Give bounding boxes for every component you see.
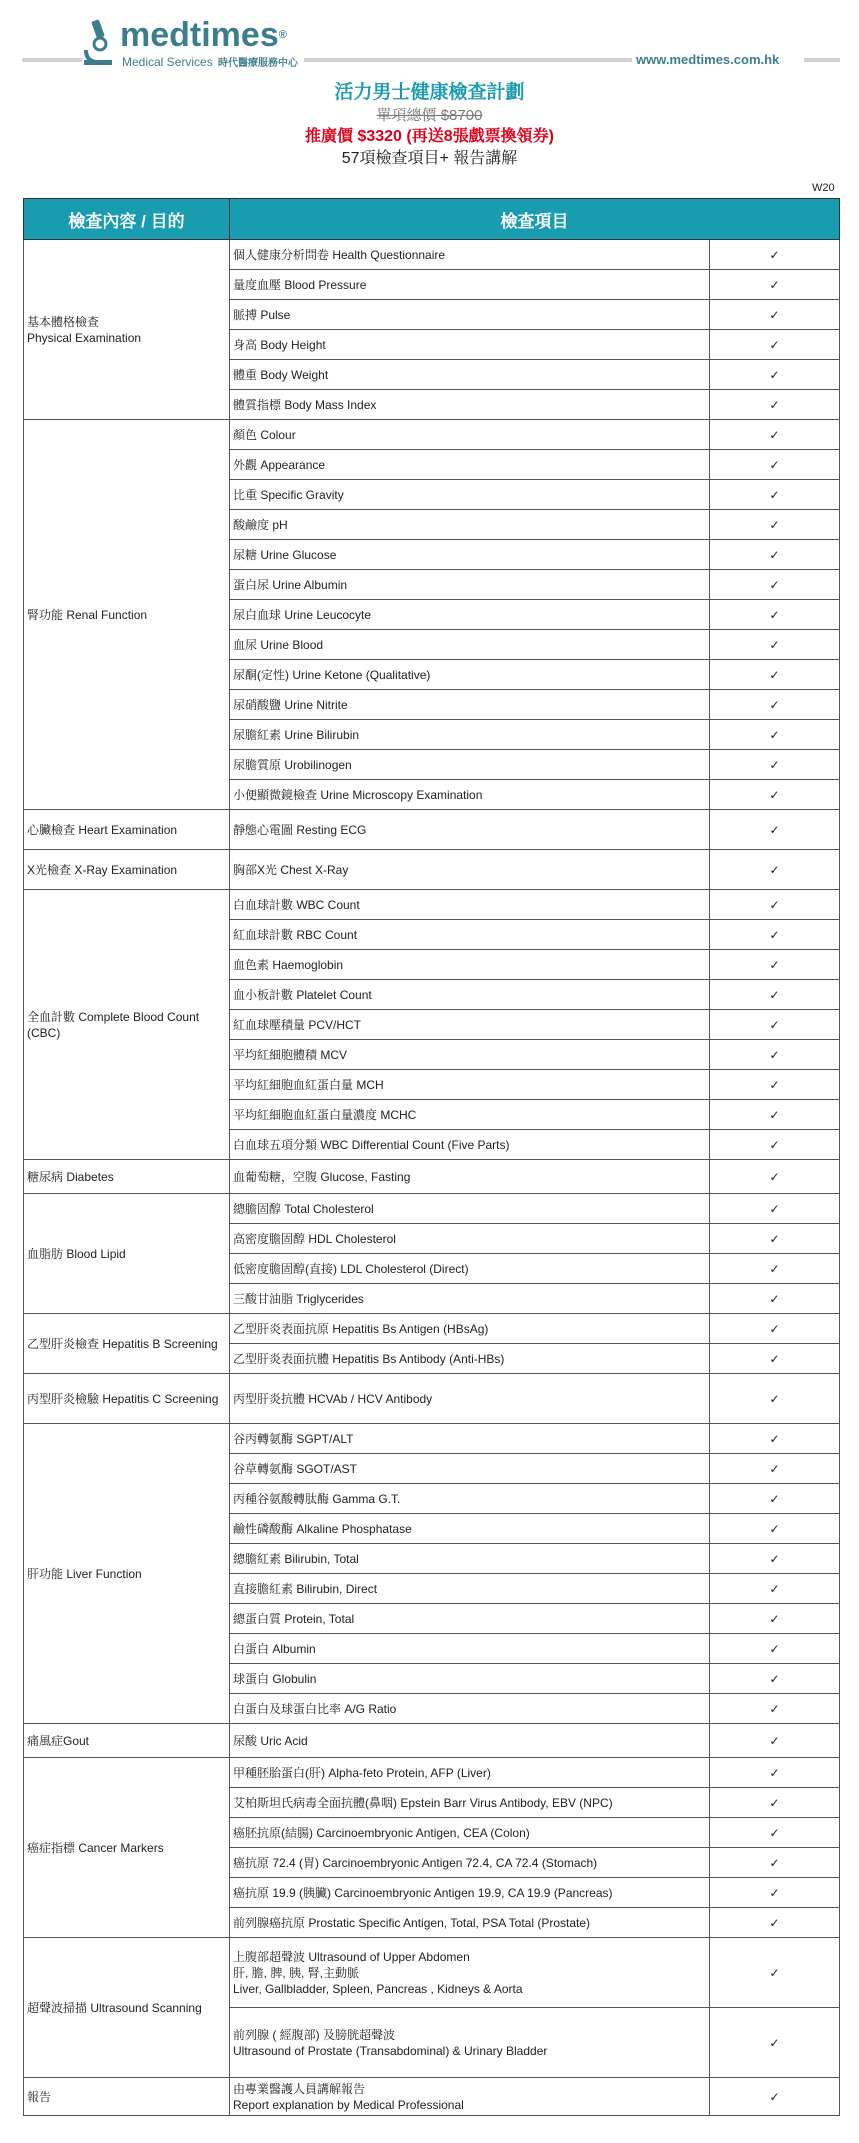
check-icon: ✓ [710, 1604, 840, 1634]
check-icon: ✓ [710, 480, 840, 510]
brand-tagline: Medical Services 時代醫療服務中心 [122, 55, 299, 69]
category-cell: 報告 [24, 2078, 230, 2116]
checkup-table [23, 198, 840, 2116]
check-icon: ✓ [710, 980, 840, 1010]
table-header-row [24, 199, 840, 240]
check-icon: ✓ [710, 240, 840, 270]
item-cell: 紅血球計數 RBC Count [230, 920, 710, 950]
item-cell: 胸部X光 Chest X-Ray [230, 850, 710, 890]
item-cell: 總膽固醇 Total Cholesterol [230, 1194, 710, 1224]
check-icon: ✓ [710, 1424, 840, 1454]
category-cell: 基本體格檢查 Physical Examination [24, 240, 230, 420]
brand-name: medtimes® [120, 16, 287, 54]
table-row [24, 810, 840, 850]
check-icon: ✓ [710, 1454, 840, 1484]
table-row [24, 1314, 840, 1344]
item-cell: 身高 Body Height [230, 330, 710, 360]
item-cell: 血小板計數 Platelet Count [230, 980, 710, 1010]
item-cell: 脈搏 Pulse [230, 300, 710, 330]
item-cell: 癌胚抗原(結腸) Carcinoembryonic Antigen, CEA (Colon) [230, 1818, 710, 1848]
table-row [24, 1724, 840, 1758]
plan-title: 活力男士健康檢查計劃 [334, 82, 525, 103]
item-cell: 總蛋白質 Protein, Total [230, 1604, 710, 1634]
item-cell: 體重 Body Weight [230, 360, 710, 390]
item-cell: 尿酮(定性) Urine Ketone (Qualitative) [230, 660, 710, 690]
item-cell: 鹼性磷酸酶 Alkaline Phosphatase [230, 1514, 710, 1544]
category-cell: 超聲波掃描 Ultrasound Scanning [24, 1938, 230, 2078]
check-icon: ✓ [710, 890, 840, 920]
category-cell: 肝功能 Liver Function [24, 1424, 230, 1724]
check-icon: ✓ [710, 1724, 840, 1758]
category-cell: 糖尿病 Diabetes [24, 1160, 230, 1194]
table-row [24, 1160, 840, 1194]
item-cell: 谷草轉氨酶 SGOT/AST [230, 1454, 710, 1484]
plan-code: W20 [812, 182, 835, 194]
item-cell: 直接膽紅素 Bilirubin, Direct [230, 1574, 710, 1604]
check-icon: ✓ [710, 1314, 840, 1344]
item-cell: 低密度膽固醇(直接) LDL Cholesterol (Direct) [230, 1254, 710, 1284]
check-icon: ✓ [710, 1938, 840, 2008]
item-cell: 酸鹼度 pH [230, 510, 710, 540]
items-summary: 57項檢查項目+ 報告講解 [341, 150, 518, 167]
category-cell: 心臟檢查 Heart Examination [24, 810, 230, 850]
check-icon: ✓ [710, 660, 840, 690]
table-row [24, 890, 840, 920]
item-cell: 個人健康分析問卷 Health Questionnaire [230, 240, 710, 270]
header-items: 檢查項目 [230, 199, 840, 240]
item-cell: 癌抗原 72.4 (胃) Carcinoembryonic Antigen 72.4, CA 72.4 (Stomach) [230, 1848, 710, 1878]
table-row [24, 420, 840, 450]
check-icon: ✓ [710, 1374, 840, 1424]
item-cell: 乙型肝炎表面抗原 Hepatitis Bs Antigen (HBsAg) [230, 1314, 710, 1344]
check-icon: ✓ [710, 1224, 840, 1254]
item-cell: 球蛋白 Globulin [230, 1664, 710, 1694]
check-icon: ✓ [710, 1284, 840, 1314]
category-cell: 腎功能 Renal Function [24, 420, 230, 810]
category-cell: 癌症指標 Cancer Markers [24, 1758, 230, 1938]
item-cell: 白蛋白 Albumin [230, 1634, 710, 1664]
item-cell: 血尿 Urine Blood [230, 630, 710, 660]
plan-titles [0, 80, 859, 170]
check-icon: ✓ [710, 300, 840, 330]
check-icon: ✓ [710, 2008, 840, 2078]
item-cell: 血色素 Haemoglobin [230, 950, 710, 980]
category-cell: 血脂肪 Blood Lipid [24, 1194, 230, 1314]
microscope-icon [80, 18, 114, 66]
table-row [24, 1938, 840, 2008]
item-cell: 蛋白尿 Urine Albumin [230, 570, 710, 600]
check-icon: ✓ [710, 1818, 840, 1848]
item-cell: 艾柏斯坦氏病毒全面抗體(鼻咽) Epstein Barr Virus Antibody, EBV (NPC) [230, 1788, 710, 1818]
check-icon: ✓ [710, 1484, 840, 1514]
item-cell: 癌抗原 19.9 (胰臟) Carcinoembryonic Antigen 19.9, CA 19.9 (Pancreas) [230, 1878, 710, 1908]
check-icon: ✓ [710, 1100, 840, 1130]
promo-price: 推廣價 $3320 (再送8張戲票換領券) [305, 128, 554, 145]
check-icon: ✓ [710, 1634, 840, 1664]
category-cell: 全血計數 Complete Blood Count (CBC) [24, 890, 230, 1160]
check-icon: ✓ [710, 420, 840, 450]
item-cell: 白血球五項分類 WBC Differential Count (Five Parts) [230, 1130, 710, 1160]
check-icon: ✓ [710, 450, 840, 480]
item-cell: 尿膽紅素 Urine Bilirubin [230, 720, 710, 750]
item-cell: 平均紅細胞血紅蛋白量 MCH [230, 1070, 710, 1100]
item-cell: 高密度膽固醇 HDL Cholesterol [230, 1224, 710, 1254]
check-icon: ✓ [710, 850, 840, 890]
check-icon: ✓ [710, 1694, 840, 1724]
item-cell: 顏色 Colour [230, 420, 710, 450]
check-icon: ✓ [710, 1194, 840, 1224]
check-icon: ✓ [710, 1664, 840, 1694]
item-cell: 尿白血球 Urine Leucocyte [230, 600, 710, 630]
item-cell: 前列腺 ( 經腹部) 及膀胱超聲波 Ultrasound of Prostate (Transabdominal) & Urinary Bladder [230, 2008, 710, 2078]
table-row [24, 1194, 840, 1224]
original-price: 單項總價 $8700 [376, 107, 483, 124]
category-cell: 丙型肝炎檢驗 Hepatitis C Screening [24, 1374, 230, 1424]
check-icon: ✓ [710, 630, 840, 660]
item-cell: 丙種谷氨酸轉肽酶 Gamma G.T. [230, 1484, 710, 1514]
check-icon: ✓ [710, 1514, 840, 1544]
check-icon: ✓ [710, 720, 840, 750]
check-icon: ✓ [710, 330, 840, 360]
check-icon: ✓ [710, 1130, 840, 1160]
item-cell: 體質指標 Body Mass Index [230, 390, 710, 420]
item-cell: 比重 Specific Gravity [230, 480, 710, 510]
check-icon: ✓ [710, 1070, 840, 1100]
check-icon: ✓ [710, 1040, 840, 1070]
check-icon: ✓ [710, 1758, 840, 1788]
item-cell: 紅血球壓積量 PCV/HCT [230, 1010, 710, 1040]
header-rule [304, 58, 632, 62]
check-icon: ✓ [710, 1878, 840, 1908]
check-icon: ✓ [710, 1848, 840, 1878]
check-icon: ✓ [710, 1160, 840, 1194]
table-row [24, 1374, 840, 1424]
header-rule [804, 58, 840, 62]
check-icon: ✓ [710, 780, 840, 810]
check-icon: ✓ [710, 1788, 840, 1818]
item-cell: 靜態心電圖 Resting ECG [230, 810, 710, 850]
item-cell: 三酸甘油脂 Triglycerides [230, 1284, 710, 1314]
table-body [24, 240, 840, 2116]
category-cell: 痛風症Gout [24, 1724, 230, 1758]
table-row [24, 2078, 840, 2116]
check-icon: ✓ [710, 810, 840, 850]
check-icon: ✓ [710, 270, 840, 300]
check-icon: ✓ [710, 920, 840, 950]
item-cell: 丙型肝炎抗體 HCVAb / HCV Antibody [230, 1374, 710, 1424]
item-cell: 尿糖 Urine Glucose [230, 540, 710, 570]
check-icon: ✓ [710, 1908, 840, 1938]
category-cell: X光檢查 X-Ray Examination [24, 850, 230, 890]
check-icon: ✓ [710, 1574, 840, 1604]
check-icon: ✓ [710, 600, 840, 630]
item-cell: 尿膽質原 Urobilinogen [230, 750, 710, 780]
check-icon: ✓ [710, 360, 840, 390]
item-cell: 平均紅細胞血紅蛋白量濃度 MCHC [230, 1100, 710, 1130]
item-cell: 尿硝酸鹽 Urine Nitrite [230, 690, 710, 720]
item-cell: 總膽紅素 Bilirubin, Total [230, 1544, 710, 1574]
item-cell: 白蛋白及球蛋白比率 A/G Ratio [230, 1694, 710, 1724]
item-cell: 上腹部超聲波 Ultrasound of Upper Abdomen 肝, 膽, 脾, 胰, 腎,主動脈 Liver, Gallbladder, Spleen, Pancreas , Kidneys & Aorta [230, 1938, 710, 2008]
header-category: 檢查內容 / 目的 [24, 199, 230, 240]
item-cell: 谷丙轉氨酶 SGPT/ALT [230, 1424, 710, 1454]
item-cell: 由專業醫護人員講解報告 Report explanation by Medical Professional [230, 2078, 710, 2116]
table-row [24, 1424, 840, 1454]
table-row [24, 240, 840, 270]
check-icon: ✓ [710, 570, 840, 600]
check-icon: ✓ [710, 2078, 840, 2116]
check-icon: ✓ [710, 950, 840, 980]
item-cell: 前列腺癌抗原 Prostatic Specific Antigen, Total, PSA Total (Prostate) [230, 1908, 710, 1938]
check-icon: ✓ [710, 540, 840, 570]
item-cell: 甲種胚胎蛋白(肝) Alpha-feto Protein, AFP (Liver) [230, 1758, 710, 1788]
check-icon: ✓ [710, 1010, 840, 1040]
check-icon: ✓ [710, 1344, 840, 1374]
check-icon: ✓ [710, 1544, 840, 1574]
header-rule [22, 58, 82, 62]
website-link[interactable]: www.medtimes.com.hk [636, 52, 780, 67]
page-header [0, 0, 859, 80]
item-cell: 量度血壓 Blood Pressure [230, 270, 710, 300]
check-icon: ✓ [710, 1254, 840, 1284]
item-cell: 血葡萄糖，空腹 Glucose, Fasting [230, 1160, 710, 1194]
check-icon: ✓ [710, 750, 840, 780]
item-cell: 平均紅細胞體積 MCV [230, 1040, 710, 1070]
item-cell: 尿酸 Uric Acid [230, 1724, 710, 1758]
table-row [24, 1758, 840, 1788]
item-cell: 乙型肝炎表面抗體 Hepatitis Bs Antibody (Anti-HBs) [230, 1344, 710, 1374]
check-icon: ✓ [710, 390, 840, 420]
category-cell: 乙型肝炎檢查 Hepatitis B Screening [24, 1314, 230, 1374]
table-row [24, 850, 840, 890]
check-icon: ✓ [710, 510, 840, 540]
item-cell: 外觀 Appearance [230, 450, 710, 480]
check-icon: ✓ [710, 690, 840, 720]
item-cell: 小便顯微鏡檢查 Urine Microscopy Examination [230, 780, 710, 810]
item-cell: 白血球計數 WBC Count [230, 890, 710, 920]
